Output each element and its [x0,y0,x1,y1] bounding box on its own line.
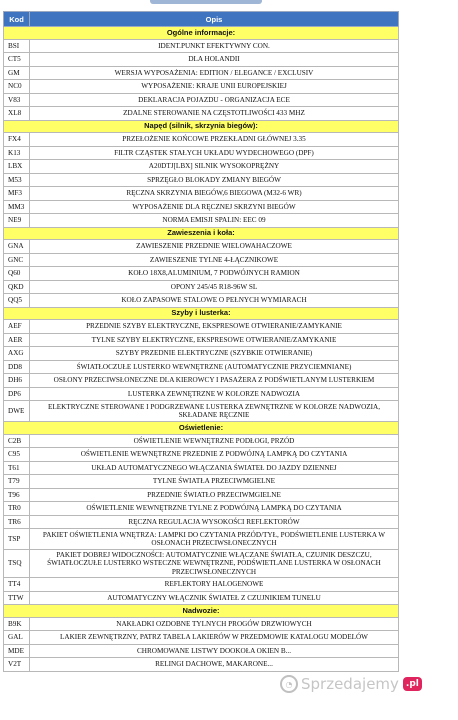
table-row [4,333,399,347]
section-title: Szyby i lusterka: [4,307,399,320]
table-row [4,200,399,214]
option-code: T96 [4,488,30,502]
option-code: C2B [4,434,30,448]
option-code: MDE [4,644,30,658]
option-description: ŚWIATŁOCZUŁE LUSTERKO WEWNĘTRZNE (AUTOMATYCZNIE PRZYCIEMNIANE) [30,360,399,374]
table-row [4,502,399,516]
watermark-brand: Sprzedajemy [301,675,399,693]
option-code: GAL [4,631,30,645]
option-code: DD8 [4,360,30,374]
table-row [4,320,399,334]
table-row [4,133,399,147]
table-row [4,461,399,475]
table-row [4,591,399,605]
sprzedajemy-watermark [280,671,456,697]
option-code: QKD [4,280,30,294]
option-description: TYLNE SZYBY ELEKTRYCZNE, EKSPRESOWE OTWIERANIE/ZAMYKANIE [30,333,399,347]
option-code: K13 [4,146,30,160]
option-code: DP6 [4,387,30,401]
option-description: ZDALNE STEROWANIE NA CZĘSTOTLIWOŚCI 433 MHZ [30,107,399,121]
option-description: NAKŁADKI OZDOBNE TYLNYCH PROGÓW DRZWIOWYCH [30,617,399,631]
option-description: RĘCZNA REGULACJA WYSOKOŚCI REFLEKTORÓW [30,515,399,529]
watermark-badge: .pl [403,677,422,691]
option-code: MM3 [4,200,30,214]
table-row [4,515,399,529]
table-row [4,146,399,160]
option-description: KOŁO 18X8,ALUMINIUM, 7 PODWÓJNYCH RAMION [30,267,399,281]
table-row [4,107,399,121]
option-description: DEKLARACJA POJAZDU - ORGANIZACJA ECE [30,93,399,107]
option-description: IDENT.PUNKT EFEKTYWNY CON. [30,39,399,53]
option-description: PAKIET OŚWIETLENIA WNĘTRZA: LAMPKI DO CZYTANIA PRZÓD/TYŁ, PODŚWIETLENIE LUSTERKA W OSŁONACH PRZECIWSŁONECZNYCH [30,529,399,550]
option-description: PRZEŁOŻENIE KOŃCOWE PRZEKŁADNI GŁÓWNEJ 3.35 [30,133,399,147]
section-header-row [4,605,399,618]
table-row [4,240,399,254]
option-description: LUSTERKA ZEWNĘTRZNE W KOLORZE NADWOZIA [30,387,399,401]
option-description: LAKIER ZEWNĘTRZNY, PATRZ TABELA LAKIERÓW W PRZEDMOWIE KATALOGU MODELÓW [30,631,399,645]
table-row [4,374,399,388]
option-code: TSQ [4,550,30,578]
table-row [4,644,399,658]
option-description: PRZEDNIE ŚWIATŁO PRZECIWMGIELNE [30,488,399,502]
option-description: OPONY 245/45 R18-96W SL [30,280,399,294]
table-row [4,294,399,308]
table-row [4,529,399,550]
option-code: TR0 [4,502,30,516]
option-code: T79 [4,475,30,489]
table-row [4,488,399,502]
table-row [4,267,399,281]
option-code: TTW [4,591,30,605]
table-row [4,448,399,462]
table-row [4,280,399,294]
option-code: FX4 [4,133,30,147]
option-code: C95 [4,448,30,462]
table-row [4,53,399,67]
option-description: WYPOSAŻENIE DLA RĘCZNEJ SKRZYNI BIEGÓW [30,200,399,214]
option-description: PAKIET DOBREJ WIDOCZNOŚCI: AUTOMATYCZNIE WŁĄCZANE ŚWIATŁA, CZUJNIK DESZCZU, ŚWIATŁOCZUŁE LUSTERKO WSTECZNE WEWNĘTRZNE, PODŚWIETLANE LUSTERKA W OSŁONACH PRZECIWSŁONECZNYCH [30,550,399,578]
option-code: MF3 [4,187,30,201]
section-title: Ogólne informacje: [4,27,399,40]
option-description: REFLEKTORY HALOGENOWE [30,578,399,592]
option-code: M53 [4,173,30,187]
option-code: AER [4,333,30,347]
section-header-row [4,227,399,240]
option-description: SPRZĘGŁO BLOKADY ZMIANY BIEGÓW [30,173,399,187]
option-description: CHROMOWANE LISTWY DOOKOŁA OKIEN B... [30,644,399,658]
option-description: NORMA EMISJI SPALIN: EEC 09 [30,214,399,228]
table-row [4,214,399,228]
option-description: ELEKTRYCZNE STEROWANE I PODGRZEWANE LUSTERKA ZEWNĘTRZNE W KOLORZE NADWOZIA, SKŁADANE RĘCZNIE [30,401,399,422]
option-description: OSŁONY PRZECIWSŁONECZNE DLA KIEROWCY I PASAŻERA Z PODŚWIETLANYM LUSTERKIEM [30,374,399,388]
scroll-indicator [150,0,262,4]
option-description: OŚWIETLENIE WEWNĘTRZNE TYLNE Z PODWÓJNĄ LAMPKĄ DO CZYTANIA [30,502,399,516]
table-row [4,387,399,401]
option-code: T61 [4,461,30,475]
table-row [4,160,399,174]
table-row [4,347,399,361]
option-description: TYLNE ŚWIATŁA PRZECIWMGIELNE [30,475,399,489]
header-code: Kod [4,12,30,27]
option-description: OŚWIETLENIE WEWNĘTRZNE PRZEDNIE Z PODWÓJNĄ LAMPKĄ DO CZYTANIA [30,448,399,462]
table-row [4,253,399,267]
option-description: RELINGI DACHOWE, MAKARONE... [30,658,399,672]
table-row [4,550,399,578]
table-row [4,173,399,187]
table-row [4,360,399,374]
option-code: Q60 [4,267,30,281]
option-code: GNA [4,240,30,254]
header-description: Opis [30,12,399,27]
option-description: FILTR CZĄSTEK STAŁYCH UKŁADU WYDECHOWEGO (DPF) [30,146,399,160]
option-description: ZAWIESZENIE TYLNE 4-ŁĄCZNIKOWE [30,253,399,267]
option-code: DWE [4,401,30,422]
option-code: TSP [4,529,30,550]
section-header-row [4,307,399,320]
option-code: V83 [4,93,30,107]
table-row [4,434,399,448]
table-header-row [4,12,399,27]
section-title: Oświetlenie: [4,422,399,435]
option-code: XL8 [4,107,30,121]
option-code: V2T [4,658,30,672]
section-title: Napęd (silnik, skrzynia biegów): [4,120,399,133]
option-code: QQ5 [4,294,30,308]
table-row [4,475,399,489]
table-row [4,658,399,672]
top-bar [0,0,458,6]
option-description: OŚWIETLENIE WEWNĘTRZNE PODŁOGI, PRZÓD [30,434,399,448]
table-row [4,66,399,80]
option-code: TT4 [4,578,30,592]
option-code: AEF [4,320,30,334]
table-body [4,27,399,672]
option-description: WERSJA WYPOSAŻENIA: EDITION / ELEGANCE / EXCLUSIV [30,66,399,80]
option-code: DH6 [4,374,30,388]
option-description: UKŁAD AUTOMATYCZNEGO WŁĄCZANIA ŚWIATEŁ DO JAZDY DZIENNEJ [30,461,399,475]
option-code: NC0 [4,80,30,94]
table-row [4,93,399,107]
option-code: GM [4,66,30,80]
table-row [4,187,399,201]
section-header-row [4,27,399,40]
option-code: AXG [4,347,30,361]
section-title: Zawieszenia i koła: [4,227,399,240]
option-code: TR6 [4,515,30,529]
section-title: Nadwozie: [4,605,399,618]
option-code: LBX [4,160,30,174]
table-row [4,39,399,53]
option-code: GNC [4,253,30,267]
equipment-code-table [3,11,399,672]
option-description: DLA HOLANDII [30,53,399,67]
option-description: ZAWIESZENIE PRZEDNIE WIELOWAHACZOWE [30,240,399,254]
table-row [4,631,399,645]
option-description: AUTOMATYCZNY WŁĄCZNIK ŚWIATEŁ Z CZUJNIKIEM TUNELU [30,591,399,605]
option-code: NE9 [4,214,30,228]
watermark-logo-icon: ◔ [280,675,298,693]
table-row [4,578,399,592]
option-description: SZYBY PRZEDNIE ELEKTRYCZNE (SZYBKIE OTWIERANIE) [30,347,399,361]
option-description: PRZEDNIE SZYBY ELEKTRYCZNE, EKSPRESOWE OTWIERANIE/ZAMYKANIE [30,320,399,334]
option-description: WYPOSAŻENIE: KRAJE UNII EUROPEJSKIEJ [30,80,399,94]
option-description: KOŁO ZAPASOWE STALOWE O PEŁNYCH WYMIARACH [30,294,399,308]
section-header-row [4,120,399,133]
table-row [4,80,399,94]
option-code: CT5 [4,53,30,67]
section-header-row [4,422,399,435]
option-code: BSI [4,39,30,53]
table-row [4,401,399,422]
table-row [4,617,399,631]
option-description: RĘCZNA SKRZYNIA BIEGÓW,6 BIEGOWA (M32-6 WR) [30,187,399,201]
option-description: A20DTJ[LBX] SILNIK WYSOKOPRĘŻNY [30,160,399,174]
option-code: B9K [4,617,30,631]
